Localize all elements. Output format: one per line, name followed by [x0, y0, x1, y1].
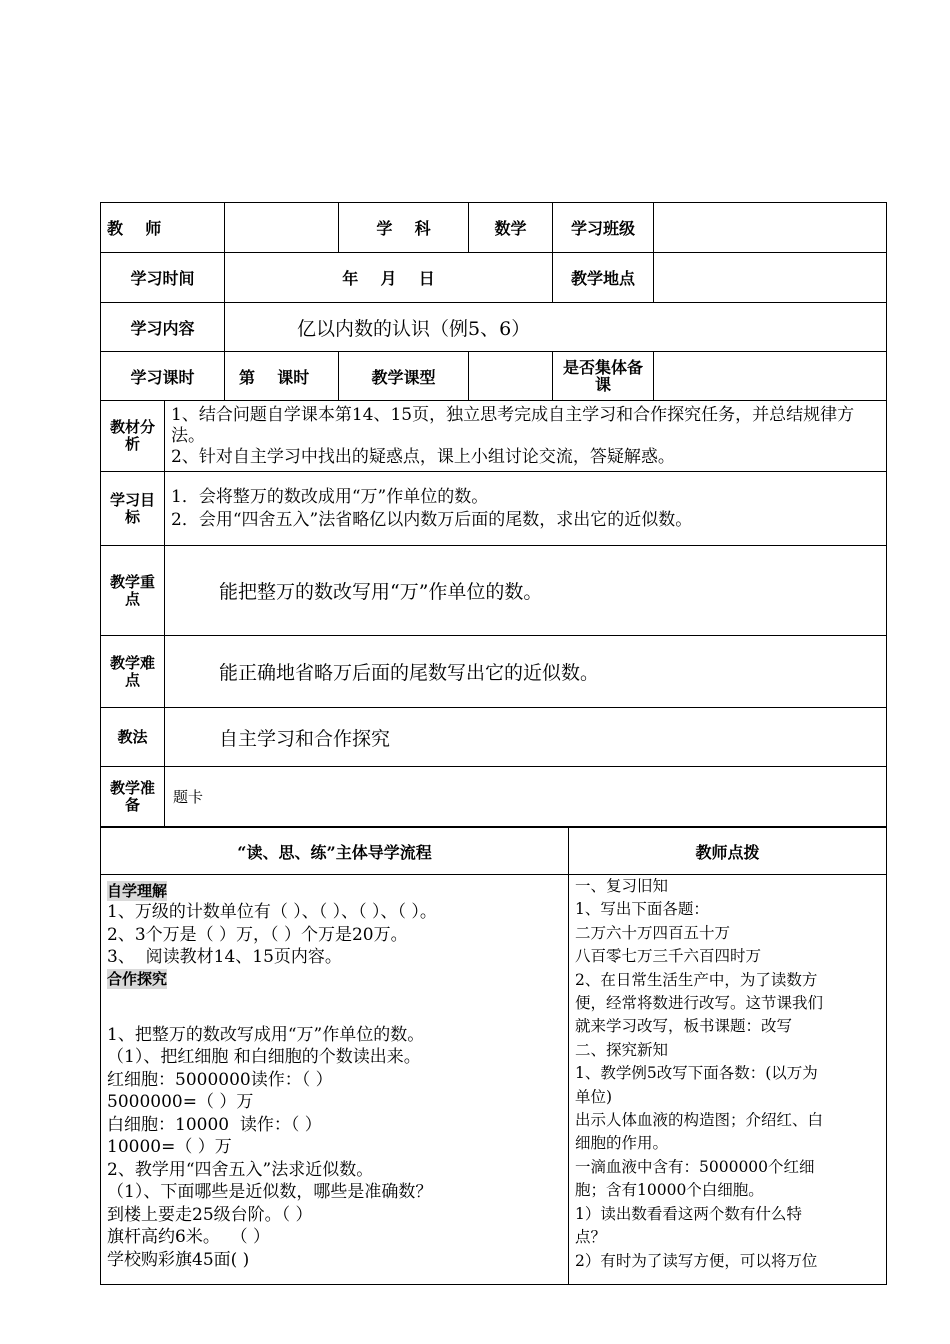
teacher-value [225, 203, 339, 253]
difficulty-text: 能正确地省略万后面的尾数写出它的近似数。 [165, 636, 887, 708]
self-study-title: 自学理解 [107, 882, 168, 900]
method-text: 自主学习和合作探究 [165, 708, 887, 767]
difficulty-label: 教学难点 [101, 636, 165, 708]
guide-line: 1）读出数看看这两个数有什么特 [575, 1204, 802, 1223]
lesson-type-value [469, 352, 553, 401]
guide-line: 胞；含有10000个白细胞。 [575, 1181, 764, 1200]
guide-line: 便，经常将数进行改写。这节课我们 [575, 994, 824, 1013]
guide-line: 就来学习改写，板书课题：改写 [575, 1017, 793, 1036]
collective-label: 是否集体备课 [553, 352, 654, 401]
content-label: 学习内容 [101, 303, 225, 352]
guide-line: 八百零七万三千六百四时万 [575, 947, 762, 966]
goal-line: 2．会用“四舍五入”法省略亿以内数万后面的尾数，求出它的近似数。 [171, 509, 693, 530]
flow-left-header: “读、思、练”主体导学流程 [101, 828, 569, 875]
place-value [654, 253, 887, 303]
flow-right-cell [569, 875, 887, 1285]
analysis-line: 1、结合问题自学课本第14、15页，独立思考完成自主学习和合作探究任务，并总结规律方法。 [171, 404, 855, 446]
prep-label: 教学准备 [101, 767, 165, 827]
subject-label: 学 科 [339, 203, 469, 253]
content-value: 亿以内数的认识（例5、6） [225, 303, 887, 352]
method-label: 教法 [101, 708, 165, 767]
coop-line: 白细胞：10000 读作：（ ） [107, 1114, 322, 1135]
goal-line: 1．会将整万的数改成用“万”作单位的数。 [171, 486, 489, 507]
coop-line: 到楼上要走25级台阶。（ ） [107, 1204, 313, 1225]
coop-line: 1、把整万的数改写成用“万”作单位的数。 [107, 1024, 425, 1045]
guide-line: 1、教学例5改写下面各数：(以万为 [575, 1064, 818, 1083]
flow-table [100, 827, 887, 1285]
coop-line: 10000=（ ）万 [107, 1137, 232, 1157]
guide-line: 2、在日常生活生产中，为了读数方 [575, 970, 818, 989]
class-value [654, 203, 887, 253]
coop-line: 旗杆高约6米。 （ ） [107, 1227, 271, 1247]
analysis-text [165, 401, 887, 472]
guide-line: 单位) [575, 1087, 613, 1106]
flow-left-cell [101, 875, 569, 1285]
self-study-line: 1、万级的计数单位有（ ）、（ ）、（ ）、（ ）。 [107, 902, 437, 922]
goal-label: 学习目标 [101, 472, 165, 546]
period-label: 学习课时 [101, 352, 225, 401]
coop-title: 合作探究 [107, 969, 168, 988]
lesson-type-label: 教学课型 [339, 352, 469, 401]
prep-text: 题卡 [165, 767, 887, 827]
place-label: 教学地点 [553, 253, 654, 303]
guide-line: 1、写出下面各题： [575, 900, 709, 919]
coop-line: （1）、把红细胞 和白细胞的个数读出来。 [107, 1047, 421, 1067]
guide-line: 出示人体血液的构造图；介绍红、白 [575, 1111, 824, 1130]
key-label: 教学重点 [101, 546, 165, 636]
guide-line: 2）有时为了读写方便，可以将万位 [575, 1251, 818, 1270]
class-label: 学习班级 [553, 203, 654, 253]
subject-value: 数学 [469, 203, 553, 253]
guide-line: 二、探究新知 [575, 1040, 669, 1059]
period-value: 第 课时 [225, 352, 339, 401]
coop-line: 学校购彩旗45面( ) [107, 1249, 250, 1270]
coop-line: （1）、下面哪些是近似数，哪些是准确数？ [107, 1182, 433, 1202]
guide-line: 点？ [575, 1228, 607, 1247]
teacher-label: 教 师 [101, 203, 225, 253]
analysis-line: 2、针对自主学习中找出的疑惑点，课上小组讨论交流，答疑解惑。 [171, 446, 675, 467]
self-study-line: 2、3个万是（ ）万，（ ）个万是20万。 [107, 924, 408, 945]
guide-line: 二万六十万四百五十万 [575, 923, 731, 942]
date-value: 年 月 日 [225, 253, 553, 303]
guide-line: 细胞的作用。 [575, 1134, 669, 1153]
time-label: 学习时间 [101, 253, 225, 303]
collective-value [654, 352, 887, 401]
coop-line: 2、教学用“四舍五入”法求近似数。 [107, 1159, 374, 1180]
analysis-label: 教材分析 [101, 401, 165, 472]
flow-right-header: 教师点拨 [569, 828, 887, 875]
guide-line: 一、复习旧知 [575, 877, 669, 895]
coop-line: 5000000=（ ）万 [107, 1092, 254, 1112]
goal-text [165, 472, 887, 546]
self-study-line: 3、 阅读教材14、15页内容。 [107, 947, 342, 967]
guide-line: 一滴血液中含有：5000000个红细 [575, 1157, 815, 1176]
key-text: 能把整万的数改写用“万”作单位的数。 [165, 546, 887, 636]
coop-line: 红细胞：5000000读作：（ ） [107, 1069, 333, 1090]
lesson-info-table [100, 202, 887, 827]
